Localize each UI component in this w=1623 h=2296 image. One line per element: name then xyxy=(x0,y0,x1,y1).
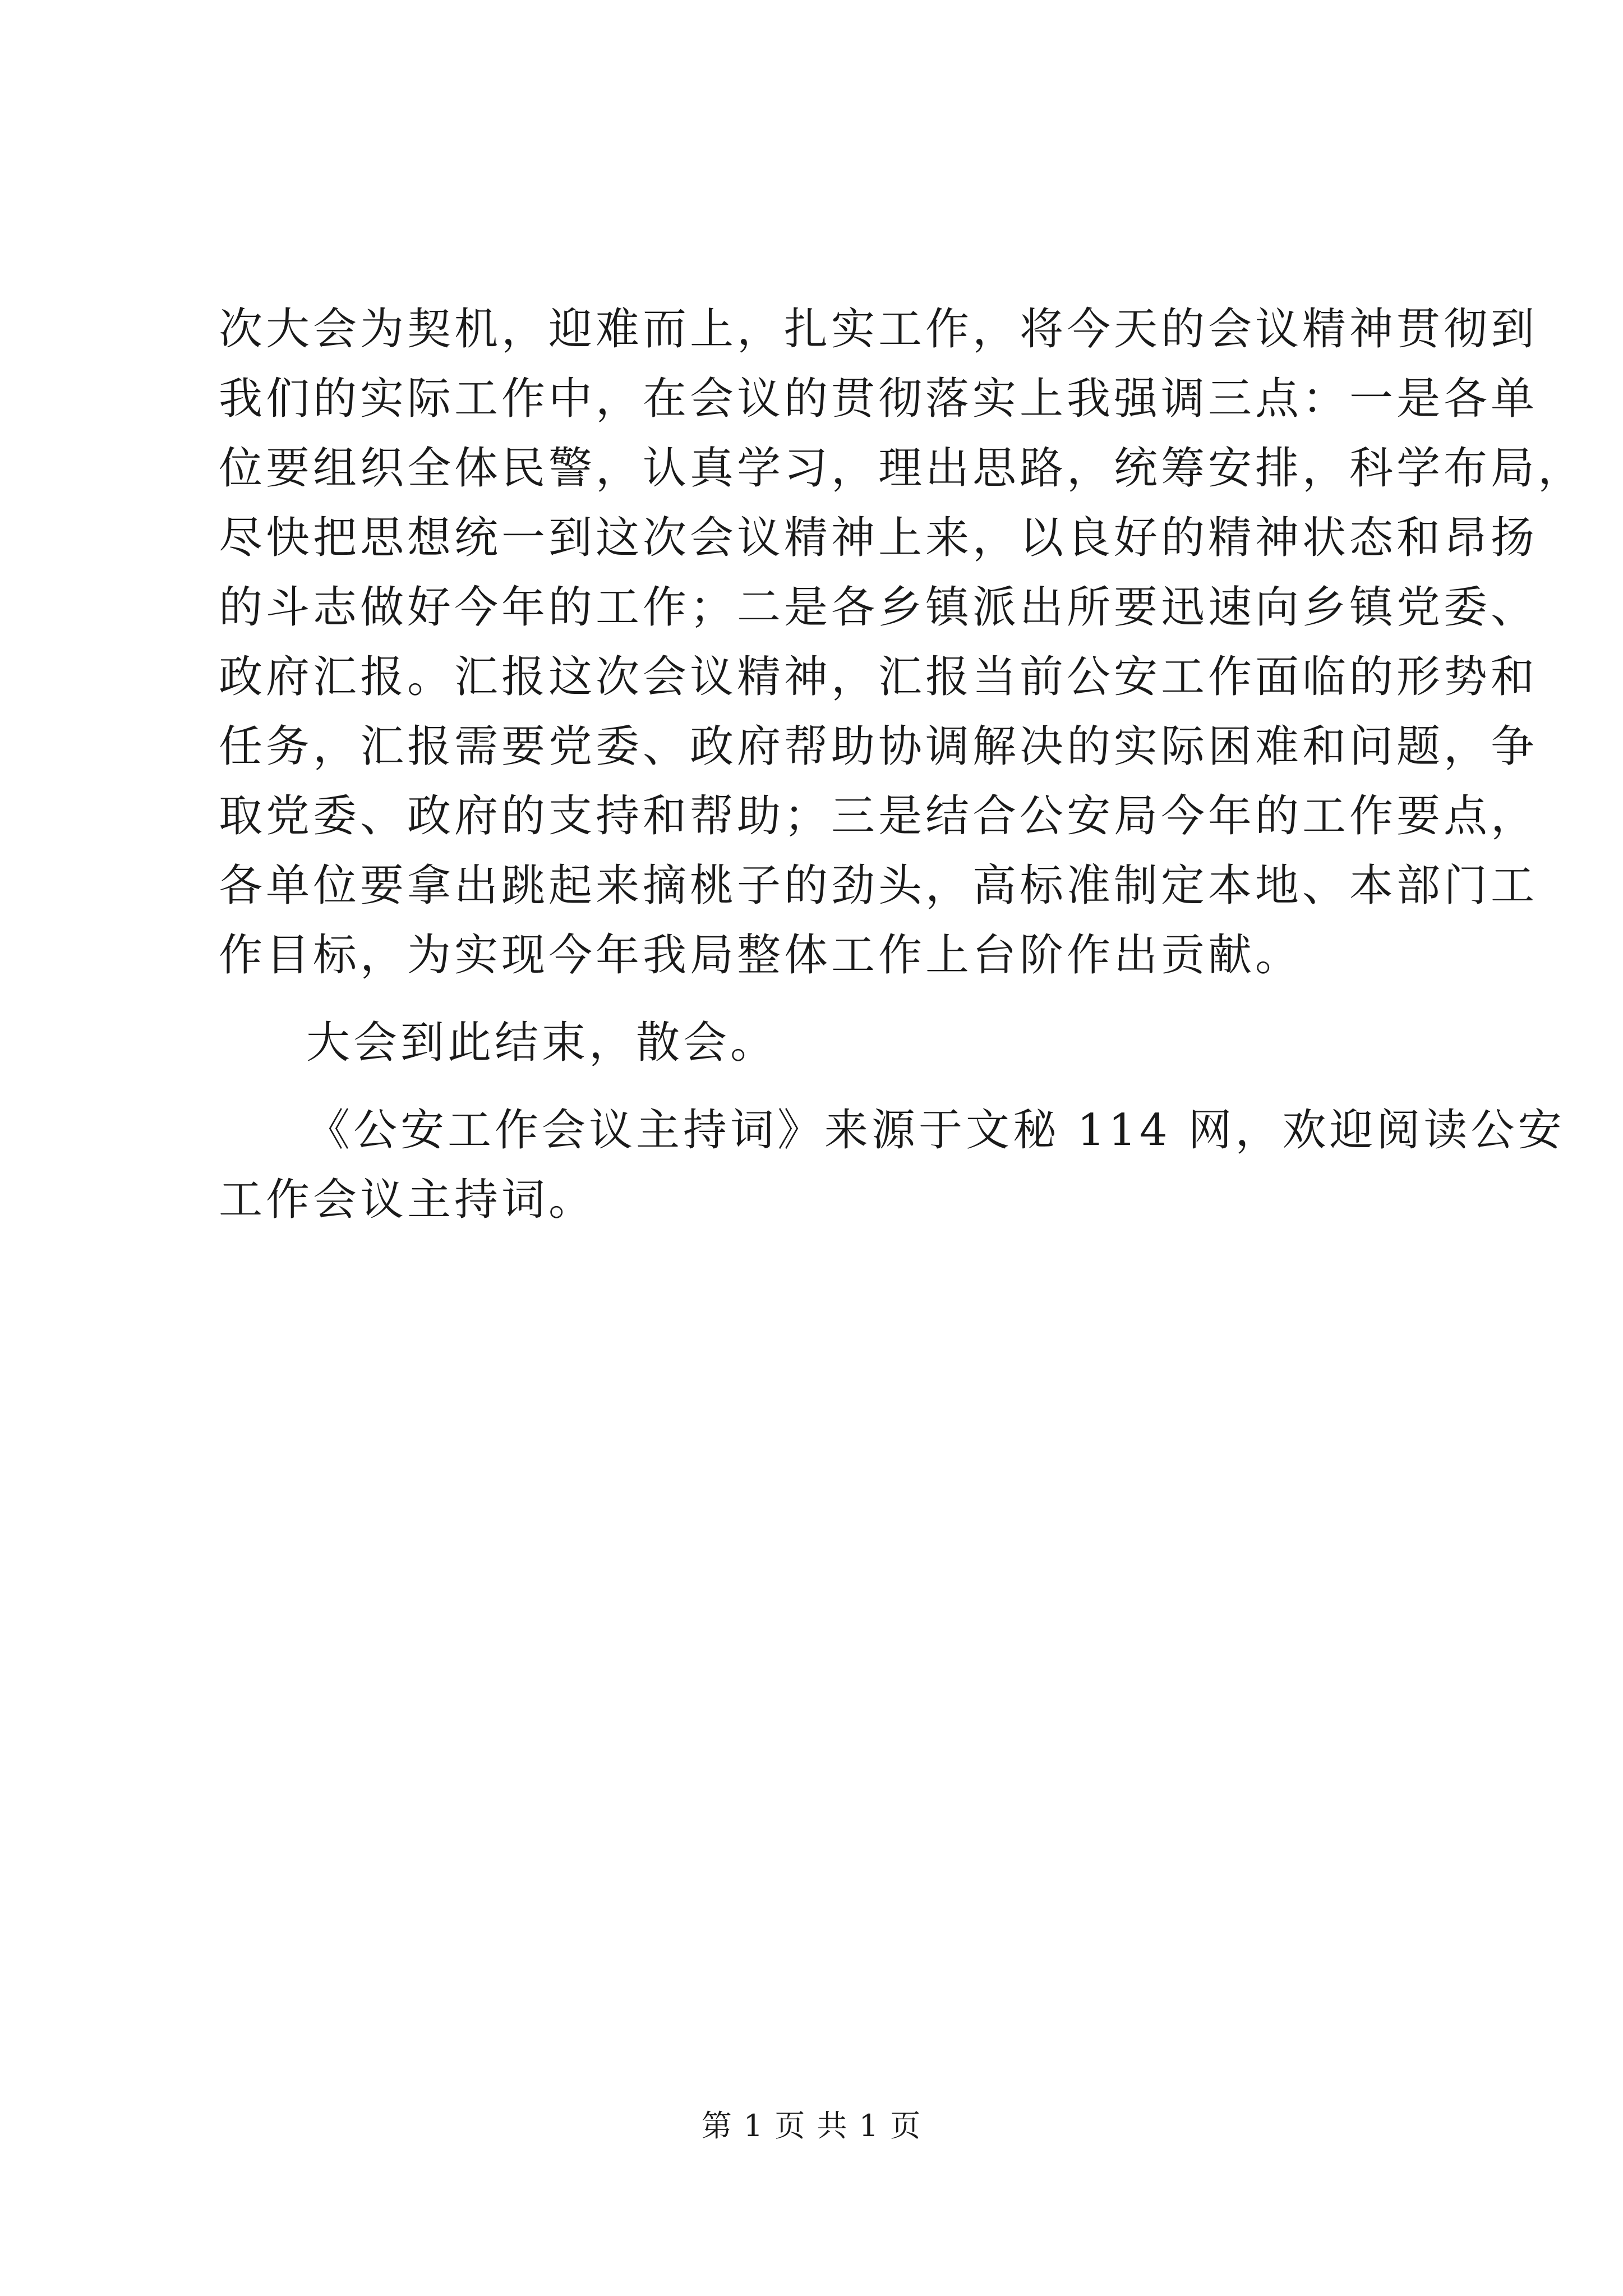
paragraph-1-line: 各单位要拿出跳起来摘桃子的劲头，高标准制定本地、本部门工 xyxy=(219,861,1538,911)
paragraph-3-line: 《公安工作会议主持词》来源于文秘 114 网，欢迎阅读公安 xyxy=(306,1105,1565,1156)
paragraph-2 xyxy=(219,1008,1424,1078)
paragraph-3 xyxy=(219,1096,1565,1235)
document-body xyxy=(219,295,1585,1235)
paragraph-3-line: 工作会议主持词。 xyxy=(219,1175,596,1225)
paragraph-1-line: 政府汇报。汇报这次会议精神，汇报当前公安工作面临的形势和 xyxy=(219,652,1538,702)
paragraph-1-line: 我们的实际工作中，在会议的贯彻落实上我强调三点：一是各单 xyxy=(219,374,1538,424)
paragraph-1-line: 取党委、政府的支持和帮助；三是结合公安局今年的工作要点， xyxy=(219,791,1538,841)
page-number: 第 1 页 共 1 页 xyxy=(701,2108,922,2143)
paragraph-2-line: 大会到此结束，散会。 xyxy=(306,1018,778,1068)
page-footer xyxy=(0,2106,1623,2146)
paragraph-1-line: 次大会为契机，迎难而上，扎实工作，将今天的会议精神贯彻到 xyxy=(219,304,1538,355)
paragraph-1-line: 的斗志做好今年的工作；二是各乡镇派出所要迅速向乡镇党委、 xyxy=(219,582,1538,633)
paragraph-1-line: 位要组织全体民警，认真学习，理出思路，统筹安排，科学布局， xyxy=(219,443,1585,494)
paragraph-1 xyxy=(219,295,1585,990)
paragraph-1-line: 作目标，为实现今年我局整体工作上台阶作出贡献。 xyxy=(219,930,1303,981)
paragraph-1-line: 尽快把思想统一到这次会议精神上来，以良好的精神状态和昂扬 xyxy=(219,513,1538,563)
paragraph-1-line: 任务，汇报需要党委、政府帮助协调解决的实际困难和问题，争 xyxy=(219,721,1538,772)
